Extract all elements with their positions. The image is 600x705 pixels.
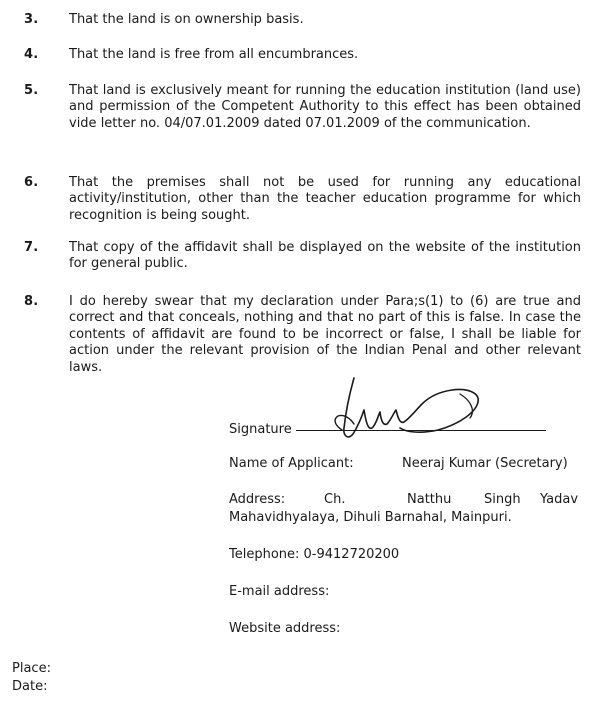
place-label: Place: xyxy=(12,661,51,676)
clause-number: 6. xyxy=(24,175,39,190)
address-line-2: Mahavidhyalaya, Dihuli Barnahal, Mainpuri. xyxy=(229,510,512,525)
date-label: Date: xyxy=(12,679,48,694)
website-label: Website address: xyxy=(229,621,341,636)
clause-number: 8. xyxy=(24,294,39,309)
signature-label: Signature xyxy=(229,422,292,437)
clause-text: That the land is free from all encumbrances. xyxy=(69,47,359,62)
address-word: Natthu xyxy=(407,492,452,507)
handwritten-signature xyxy=(320,370,510,450)
email-label: E-mail address: xyxy=(229,584,330,599)
clause-text: That the premises shall not be used for running any educational activity/institution, other than the teacher education programme for which recognition is being sought. xyxy=(69,175,581,223)
clause-text: That land is exclusively meant for running the education institution (land use) and permission of the Competent Authority to this effect has been obtained vide letter no. 04/07.01.2009 dated 07.01.2009 of the communication. xyxy=(69,83,581,131)
address-word: Singh xyxy=(484,492,521,507)
clause-number: 7. xyxy=(24,240,39,255)
address-line-1 xyxy=(229,492,589,508)
signature-line xyxy=(296,430,546,431)
clause-number: 5. xyxy=(24,83,39,98)
telephone: Telephone: 0-9412720200 xyxy=(229,547,400,562)
clause-text: That the land is on ownership basis. xyxy=(69,12,304,27)
applicant-label: Name of Applicant: xyxy=(229,456,354,471)
address-word: Ch. xyxy=(324,492,346,507)
clause-text: I do hereby swear that my declaration under Para;s(1) to (6) are true and correct and that conceals, nothing and that no part of this is false. In case the contents of affidavit are found to be incorrect or false, I shall be liable for action under the relevant provision of the Indian Penal and other relevant laws. xyxy=(69,294,581,375)
clause-number: 3. xyxy=(24,12,39,27)
address-word: Yadav xyxy=(540,492,579,507)
clause-text: That copy of the affidavit shall be displayed on the website of the institution for general public. xyxy=(69,240,581,272)
address-label: Address: xyxy=(229,492,286,507)
clause-number: 4. xyxy=(24,47,39,62)
applicant-name: Neeraj Kumar (Secretary) xyxy=(402,456,568,471)
